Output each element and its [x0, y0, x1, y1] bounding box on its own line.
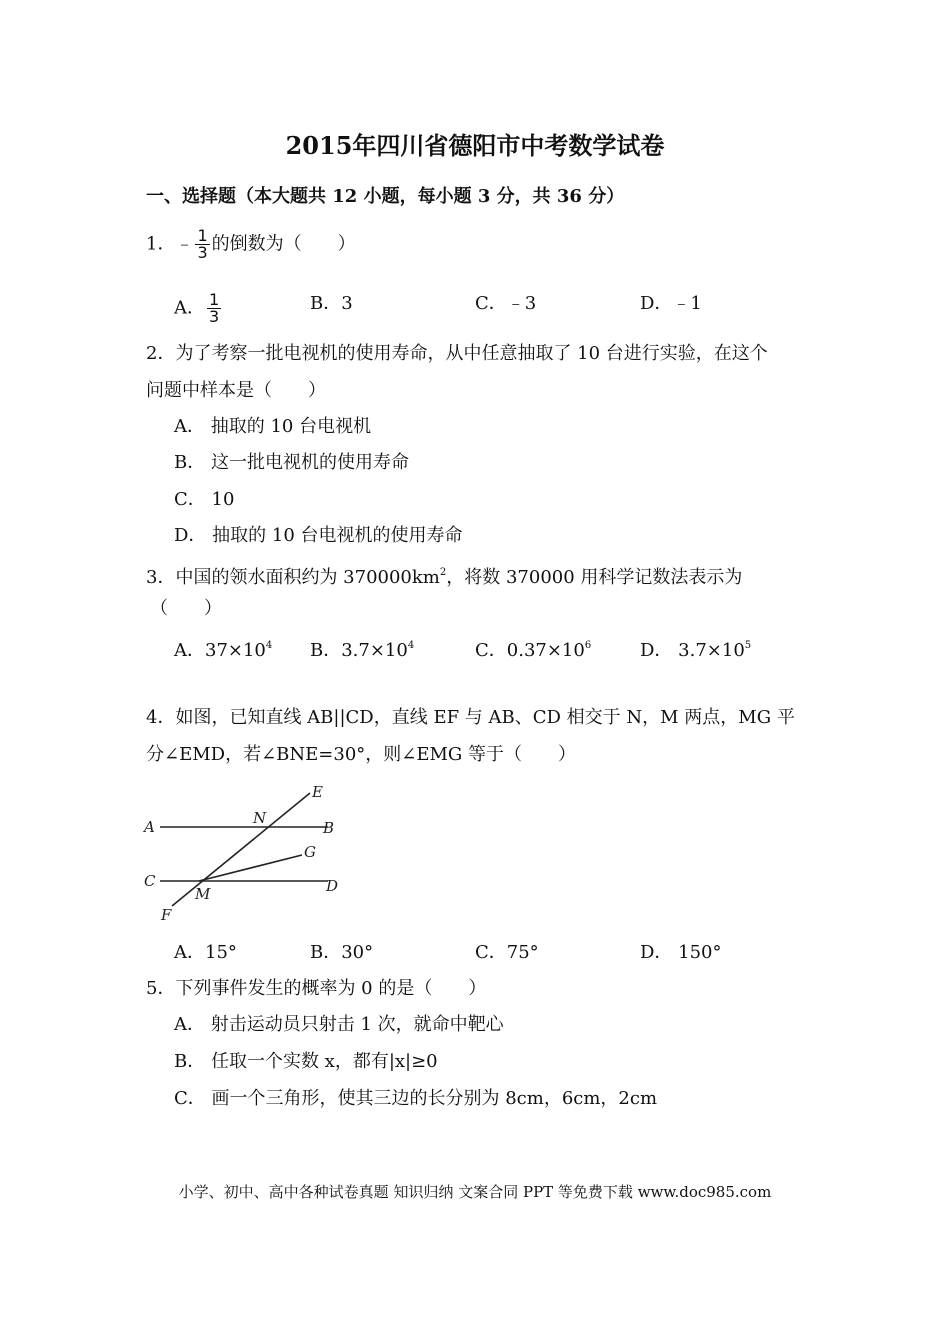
q5-option-b: B． 任取一个实数 x，都有|x|≥0 [174, 1051, 438, 1072]
ray-mg [199, 855, 302, 881]
question-text: 的倒数为（ ） [211, 233, 356, 255]
negative-sign: ﹣ [175, 233, 194, 255]
q1-option-c: C．﹣3 [475, 293, 537, 314]
question-4-line-2: 分∠EMD，若∠BNE=30°，则∠EMG 等于（ ） [146, 744, 577, 765]
superscript: 6 [584, 640, 592, 651]
q1-option-d: D．﹣1 [640, 293, 702, 314]
geometry-figure [140, 780, 360, 930]
fraction-numerator: 1 [209, 290, 220, 309]
superscript: 2 [439, 567, 447, 578]
superscript: 5 [744, 640, 752, 651]
q3-option-b [310, 634, 414, 663]
q1-option-b: B．3 [310, 293, 353, 314]
q4-option-b: B．30° [310, 942, 374, 963]
q2-option-c: C． 10 [174, 489, 235, 510]
fraction-numerator: 1 [197, 226, 208, 245]
option-text: D． 3.7×10 [640, 640, 745, 661]
footer-text: 小学、初中、高中各种试卷真题 知识归纳 文案合同 PPT 等免费下载 www.doc985.com [178, 1183, 772, 1201]
q4-option-d: D． 150° [640, 942, 722, 963]
question-1 [146, 228, 356, 261]
option-text: B．3.7×10 [310, 640, 408, 661]
label-m: M [195, 885, 211, 903]
label-e: E [312, 783, 323, 801]
label-d: D [326, 877, 339, 895]
section-heading: 一、选择题（本大题共 12 小题，每小题 3 分，共 36 分） [146, 186, 625, 207]
fraction [195, 228, 209, 261]
label-f: F [161, 906, 172, 924]
label-a: A [144, 818, 155, 836]
label-n: N [253, 809, 267, 827]
q5-option-c: C． 画一个三角形，使其三边的长分别为 8cm，6cm，2cm [174, 1088, 658, 1109]
q2-option-a: A． 抽取的 10 台电视机 [174, 416, 372, 437]
q2-option-b: B． 这一批电视机的使用寿命 [174, 452, 409, 473]
question-2-line-1: 2．为了考察一批电视机的使用寿命，从中任意抽取了 10 台进行实验，在这个 [146, 343, 768, 364]
fraction-denominator: 3 [197, 243, 208, 262]
q1-option-a [174, 292, 223, 325]
option-label: A． [174, 297, 205, 319]
q3-option-a [174, 634, 272, 663]
question-text: ，将数 370000 用科学记数法表示为 [446, 567, 743, 588]
q3-option-c [475, 634, 591, 663]
q3-option-d [640, 634, 751, 663]
superscript: 4 [265, 640, 273, 651]
label-b: B [323, 819, 335, 837]
fraction [207, 292, 221, 325]
superscript: 4 [407, 640, 415, 651]
question-2-line-2: 问题中样本是（ ） [146, 380, 326, 401]
label-g: G [304, 843, 316, 861]
question-3-line-2: （ ） [150, 598, 222, 619]
q4-option-c: C．75° [475, 942, 539, 963]
question-4-line-1: 4．如图，已知直线 AB||CD，直线 EF 与 AB、CD 相交于 N，M 两点，MG 平 [146, 707, 795, 728]
page-title: 2015年四川省德阳市中考数学试卷 [285, 131, 665, 160]
question-3-line-1 [146, 561, 742, 590]
question-text: 3．中国的领水面积约为 370000km [146, 567, 440, 588]
fraction-denominator: 3 [209, 307, 220, 326]
line-ef [172, 793, 310, 906]
q5-option-a: A． 射击运动员只射击 1 次，就命中靶心 [174, 1014, 504, 1035]
question-number: 1． [146, 233, 176, 255]
option-text: A．37×10 [174, 640, 266, 661]
question-5-line-1: 5．下列事件发生的概率为 0 的是（ ） [146, 978, 487, 999]
q4-option-a: A．15° [174, 942, 237, 963]
option-text: C．0.37×10 [475, 640, 585, 661]
label-c: C [144, 872, 156, 890]
q2-option-d: D． 抽取的 10 台电视机的使用寿命 [174, 525, 463, 546]
